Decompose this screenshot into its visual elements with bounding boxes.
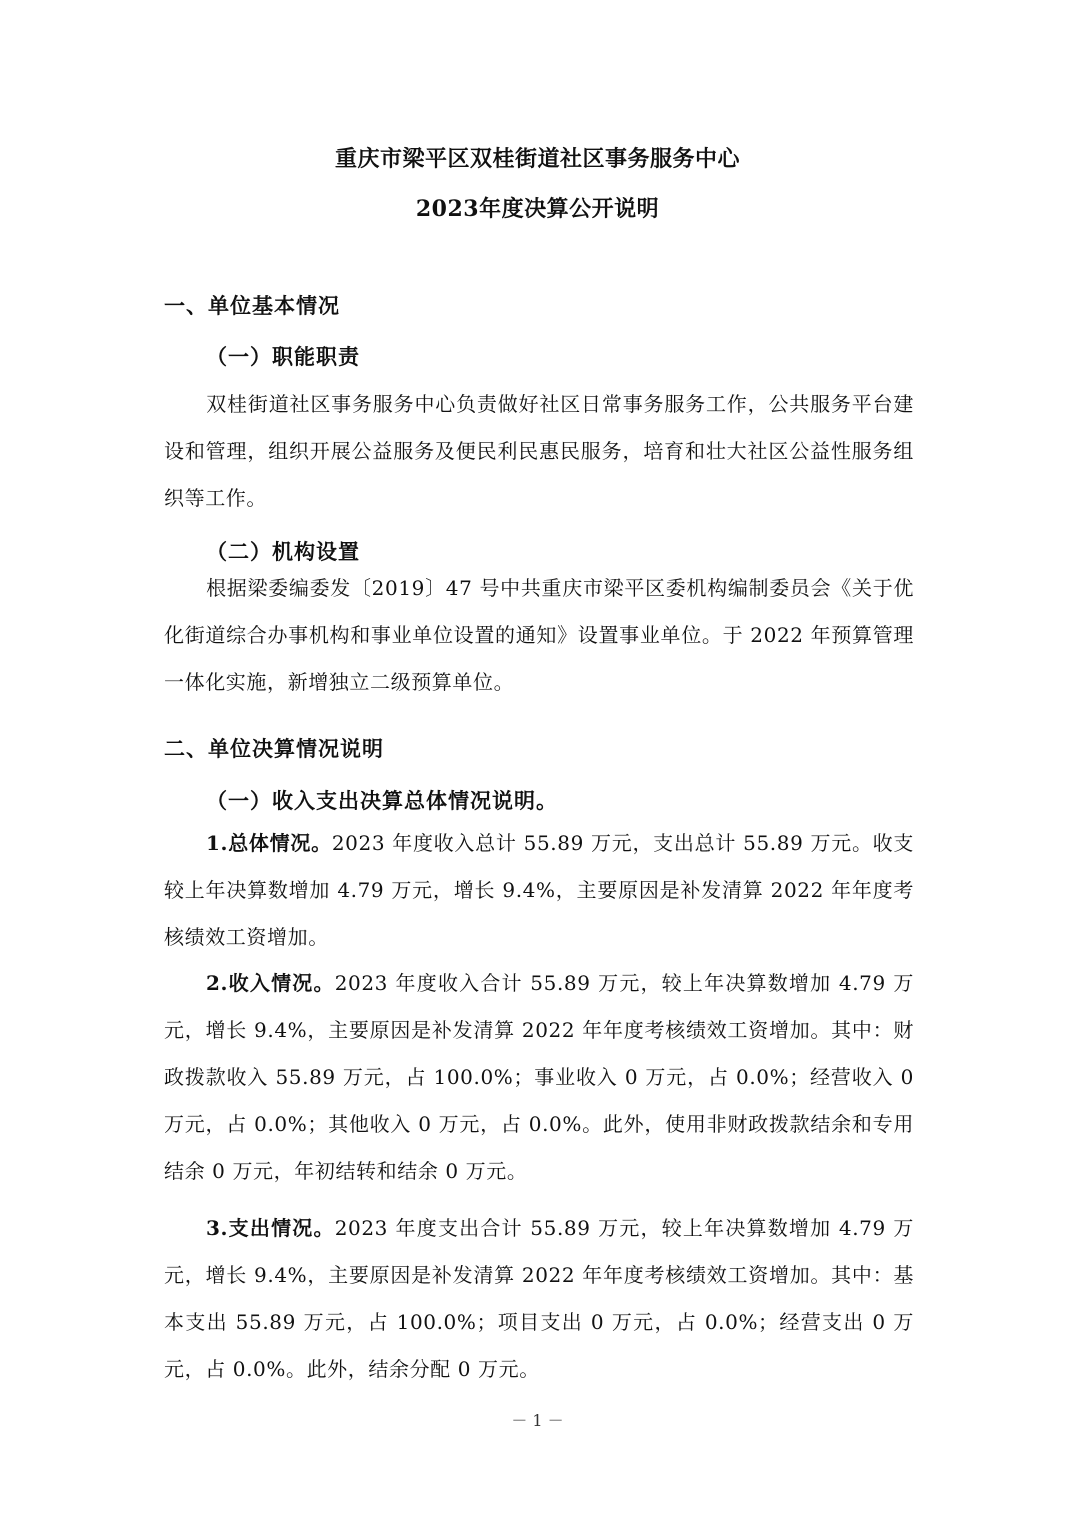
section2-item3-label: 3.支出情况。 [206,1216,335,1240]
section1-sub1-text: 双桂街道社区事务服务中心负责做好社区日常事务服务工作，公共服务平台建设和管理，组织开展公益服务及便民利民惠民服务，培育和壮大社区公益性服务组织等工作。 [164,392,914,510]
section2-item1-paragraph [164,820,914,961]
section2-item3-text: 2023 年度支出合计 55.89 万元，较上年决算数增加 4.79 万元，增长 9.4%，主要原因是补发清算 2022 年年度考核绩效工资增加。其中：基本支出 55.89 万元，占 100.0%；项目支出 0 万元，占 0.0%；经营支出 0 万元，占 0.0%。此外，结余分配 0 万元。 [164,1216,914,1381]
section1-sub2-text: 根据梁委编委发〔2019〕47 号中共重庆市梁平区委机构编制委员会《关于优化街道综合办事机构和事业单位设置的通知》设置事业单位。于 2022 年预算管理一体化实施，新增独立二级预算单位。 [164,576,914,694]
section2-item2-label: 2.收入情况。 [206,971,335,995]
section2-item3-paragraph [164,1205,914,1393]
section2-heading: 二、单位决算情况说明 [164,736,384,761]
document-title-line1: 重庆市梁平区双桂街道社区事务服务中心 [334,146,740,172]
section2-item2-paragraph [164,960,914,1195]
section2-item2-text: 2023 年度收入合计 55.89 万元，较上年决算数增加 4.79 万元，增长 9.4%，主要原因是补发清算 2022 年年度考核绩效工资增加。其中：财政拨款收入 55.89 万元，占 100.0%；事业收入 0 万元，占 0.0%；经营收入 0 万元，占 0.0%；其他收入 0 万元，占 0.0%。此外，使用非财政拨款结余和专用结余 0 万元，年初结转和结余 0 万元。 [164,971,914,1183]
section1-sub2-heading: （二）机构设置 [206,539,360,564]
page-number: － 1 － [511,1411,564,1430]
section1-sub1-heading: （一）职能职责 [206,344,360,369]
document-title-line2: 2023年度决算公开说明 [415,196,660,222]
section1-sub1-paragraph [164,381,914,522]
section2-sub1-heading: （一）收入支出决算总体情况说明。 [206,788,558,813]
section2-item1-text: 2023 年度收入总计 55.89 万元，支出总计 55.89 万元。收支较上年决算数增加 4.79 万元，增长 9.4%，主要原因是补发清算 2022 年年度考核绩效工资增加。 [164,831,914,949]
section1-sub2-paragraph [164,565,914,706]
section2-item1-label: 1.总体情况。 [206,831,332,855]
section1-heading: 一、单位基本情况 [164,293,340,318]
